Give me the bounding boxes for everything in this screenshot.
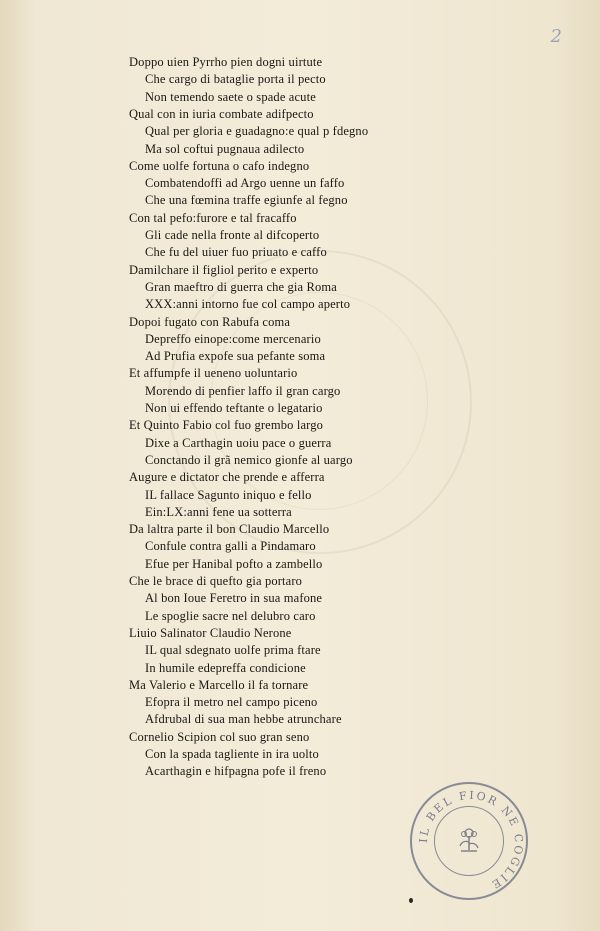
verse-line: Efue per Hanibal pofto a zambello [145,556,323,571]
verse-line: Come uolfe fortuna o cafo indegno [129,158,310,173]
verse-line: Liuio Salinator Claudio Nerone [129,625,292,640]
verse-line: Combatendoffi ad Argo uenne un faffo [145,176,345,191]
flower-stamp-icon [454,824,484,854]
verse-line: Qual per gloria e guadagno:e qual p fdegno [145,124,369,139]
library-stamp [410,782,528,900]
verse-line: Cornelio Scipion col suo gran seno [129,729,310,744]
verse-line: Gran maeftro di guerra che gia Roma [145,279,337,294]
stamp-text: IL BEL FIOR NE COGLIE [416,788,526,892]
verse-line: Augure e dictator che prende e afferra [129,470,325,485]
verse-line: Che cargo di bataglie porta il pecto [145,72,326,87]
verse-line: Confule contra galli a Pindamaro [145,539,316,554]
verse-line: Gli cade nella fronte al difcoperto [145,228,320,242]
verse-line: IL fallace Sagunto iniquo e fello [145,487,312,502]
verse-line: Dixe a Carthagin uoiu pace o guerra [145,435,332,450]
verse-line: Dopoi fugato con Rabufa coma [129,314,291,329]
verse-line: Non temendo saete o spade acute [145,89,316,104]
verse-line: Che una fœmina traffe egiunfe al fegno [145,193,348,208]
verse-line: Depreffo einope:come mercenario [145,331,321,346]
verse-line: Ma sol coftui pugnaua adilecto [145,141,305,156]
verse-line: Ad Prufia expofe sua pefante soma [145,349,326,364]
ink-dot [409,898,413,903]
verse-line: Morendo di penfier laffo il gran cargo [145,383,341,398]
verse-line: Con tal pefo:furore e tal fracaffo [129,210,297,225]
verse-line: Al bon Ioue Feretro in sua mafone [145,591,323,606]
verse-line: Con la spada tagliente in ira uolto [145,747,319,761]
verse-line: Ma Valerio e Marcello il fa tornare [129,677,309,692]
verse-line: Damilchare il figliol perito e experto [129,262,319,277]
verse-line: Afdrubal di sua man hebbe atrunchare [145,712,342,727]
verse-line: Le spoglie sacre nel delubro caro [145,608,316,623]
verse-line: Acarthagin e hifpagna pofe il freno [145,764,327,779]
verse-line: Che le brace di quefto gia portaro [129,574,303,588]
verse-line: Et affumpfe il ueneno uoluntario [129,366,298,381]
verse-line: Conctando il grã nemico gionfe al uargo [145,452,353,467]
verse-line: Ein:LX:anni fene ua sotterra [145,504,292,519]
verse-line: Da laltra parte il bon Claudio Marcello [129,522,330,537]
verse-line: Non ui effendo teftante o legatario [145,401,323,415]
verse-line: Efopra il metro nel campo piceno [145,695,318,710]
verse-line: Doppo uien Pyrrho pien dogni uirtute [129,55,323,69]
verse-line: Che fu del uiuer fuo priuato e caffo [145,245,327,260]
verse-line: Et Quinto Fabio col fuo grembo largo [129,418,324,433]
verse-line: XXX:anni intorno fue col campo aperto [145,297,351,312]
verse-line: Qual con in iuria combate adifpecto [129,106,314,121]
verse-line: IL qual sdegnato uolfe prima ftare [145,643,321,658]
verse-line: In humile edepreffa condicione [145,660,306,675]
page-number: 2 [550,26,562,47]
